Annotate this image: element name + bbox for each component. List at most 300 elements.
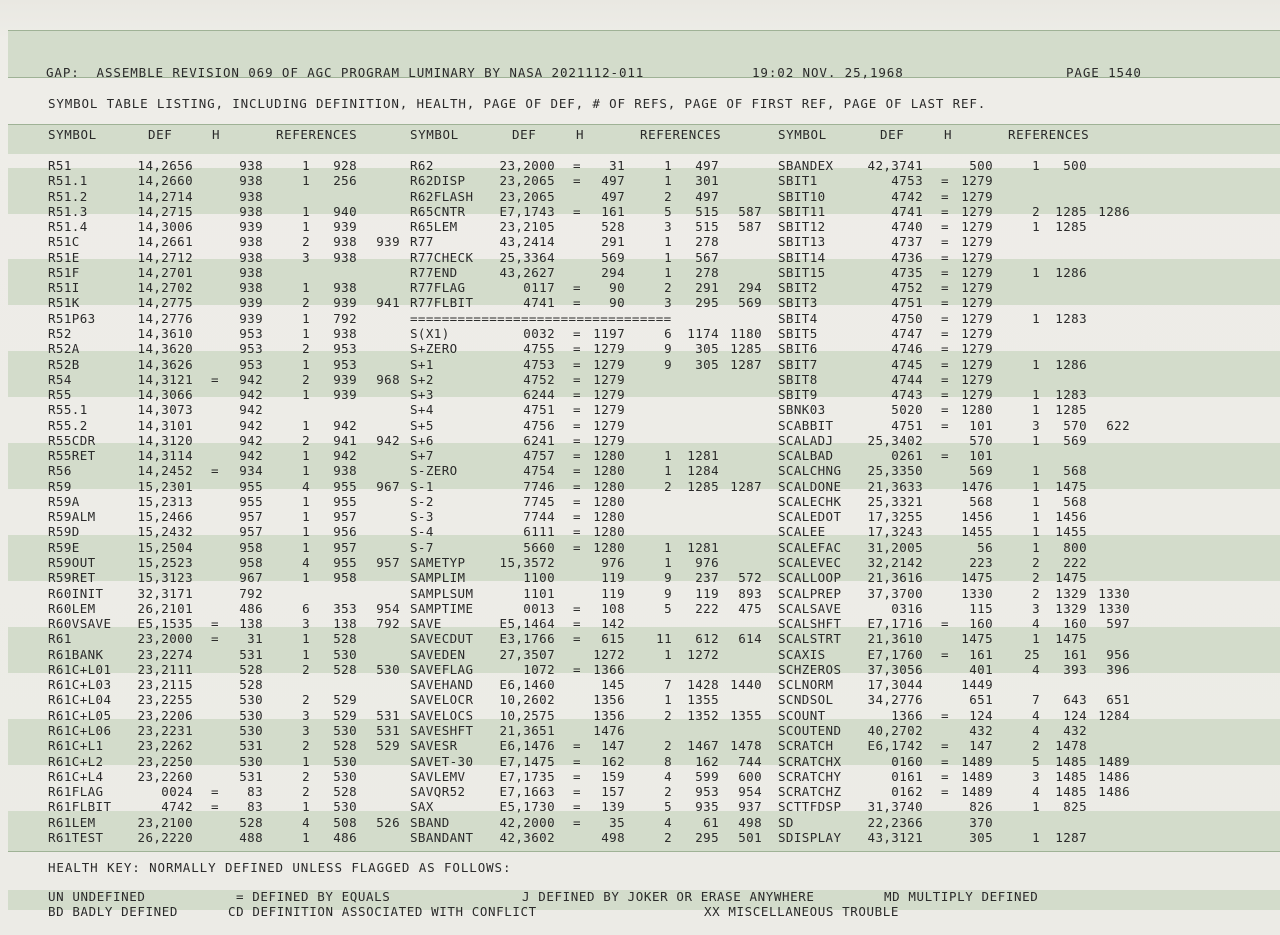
def-cell: 4741	[523, 295, 555, 311]
symbol-cell: SAVQR52	[410, 784, 466, 800]
table-row	[0, 677, 1280, 692]
first-ref-cell: 162	[695, 753, 719, 769]
symbol-cell: R59ALM	[48, 509, 96, 525]
ref-count-cell: 1	[302, 158, 310, 173]
first-ref-cell: 953	[695, 784, 719, 800]
last-ref-cell: 526	[376, 814, 400, 830]
page-cell: 401	[969, 661, 993, 677]
ref-count-cell: 3	[302, 249, 310, 265]
ref-count-cell: 1	[664, 448, 672, 464]
table-row	[0, 601, 1280, 616]
def-cell: 0161	[891, 768, 923, 784]
page-cell: 1356	[593, 692, 625, 708]
def-cell: 15,2432	[137, 524, 193, 540]
symbol-cell: SAVEHAND	[410, 677, 474, 693]
page-cell: 976	[601, 555, 625, 571]
page-cell: 958	[239, 539, 263, 555]
def-cell: 4737	[891, 234, 923, 250]
symbol-cell: S-1	[410, 478, 434, 494]
ref-count-cell: 1	[1032, 493, 1040, 509]
first-ref-cell: 528	[333, 784, 357, 800]
ref-count-cell: 4	[664, 768, 672, 784]
symbol-cell: R51I	[48, 280, 80, 296]
def-cell: 23,2262	[137, 738, 193, 754]
def-cell: 25,3402	[867, 432, 923, 448]
ref-count-cell: 1	[302, 829, 310, 845]
def-cell: 15,2301	[137, 478, 193, 494]
symbol-cell: SBIT3	[778, 295, 818, 311]
ref-count-cell: 1	[664, 158, 672, 173]
page-cell: 1356	[593, 707, 625, 723]
page-cell: 530	[239, 722, 263, 738]
col-references-1: REFERENCES	[276, 127, 358, 142]
table-row	[0, 173, 1280, 188]
last-ref-cell: 1286	[1098, 203, 1130, 219]
first-ref-cell: 1475	[1055, 570, 1087, 586]
page-cell: 124	[969, 707, 993, 723]
page-cell: 119	[601, 585, 625, 601]
ref-count-cell: 1	[1032, 387, 1040, 403]
page-cell: 528	[239, 661, 263, 677]
symbol-cell: S+1	[410, 356, 434, 372]
first-ref-cell: 599	[695, 768, 719, 784]
page-cell: 1280	[593, 493, 625, 509]
last-ref-cell: 1285	[730, 341, 762, 357]
table-row	[0, 234, 1280, 249]
first-ref-cell: 1428	[687, 677, 719, 693]
first-ref-cell: 800	[1063, 539, 1087, 555]
symbol-cell: R52	[48, 325, 72, 341]
def-cell: 0013	[523, 600, 555, 616]
page-cell: 1279	[593, 371, 625, 387]
last-ref-cell: 954	[738, 784, 762, 800]
ref-count-cell: 7	[664, 677, 672, 693]
health-cell: =	[941, 310, 949, 326]
symbol-cell: SCALLOOP	[778, 570, 842, 586]
symbol-cell: SBANDANT	[410, 829, 474, 845]
page-cell: 530	[239, 753, 263, 769]
last-ref-cell: 1486	[1098, 768, 1130, 784]
page-cell: 1280	[593, 539, 625, 555]
def-cell: E7,1743	[499, 203, 555, 219]
health-cell: =	[211, 463, 219, 479]
def-cell: 1100	[523, 570, 555, 586]
symbol-cell: R61C+L04	[48, 692, 112, 708]
def-cell: 1366	[891, 707, 923, 723]
first-ref-cell: 497	[695, 158, 719, 173]
page-cell: 955	[239, 478, 263, 494]
page-cell: 56	[977, 539, 993, 555]
ref-count-cell: 3	[1032, 417, 1040, 433]
symbol-cell: R51.2	[48, 188, 88, 204]
col-h-1: H	[212, 127, 221, 142]
def-cell: 27,3507	[499, 646, 555, 662]
health-cell: =	[573, 356, 581, 372]
def-cell: 4756	[523, 417, 555, 433]
symbol-cell: R51.3	[48, 203, 88, 219]
symbol-cell: SCABBIT	[778, 417, 834, 433]
ref-count-cell: 1	[1032, 432, 1040, 448]
table-row	[0, 662, 1280, 677]
page-cell: 530	[239, 707, 263, 723]
first-ref-cell: 529	[333, 707, 357, 723]
symbol-cell: SCALEFAC	[778, 539, 842, 555]
health-cell: =	[573, 417, 581, 433]
symbol-cell: R61C+L1	[48, 738, 104, 754]
table-row	[0, 448, 1280, 463]
first-ref-cell: 222	[1063, 555, 1087, 571]
def-cell: 22,2366	[867, 814, 923, 830]
health-key-cd: CD DEFINITION ASSOCIATED WITH CONFLICT	[228, 904, 537, 919]
ref-count-cell: 2	[1032, 738, 1040, 754]
ref-count-cell: 1	[664, 646, 672, 662]
def-cell: 15,2466	[137, 509, 193, 525]
ref-count-cell: 1	[302, 417, 310, 433]
def-cell: 4742	[891, 188, 923, 204]
first-ref-cell: 792	[333, 310, 357, 326]
last-ref-cell: 501	[738, 829, 762, 845]
health-cell: =	[573, 539, 581, 555]
def-cell: E7,1716	[867, 616, 923, 632]
page-cell: 942	[239, 448, 263, 464]
ref-count-cell: 9	[664, 356, 672, 372]
ref-count-cell: 1	[302, 463, 310, 479]
first-ref-cell: 567	[695, 249, 719, 265]
first-ref-cell: 1285	[1055, 402, 1087, 418]
table-row	[0, 372, 1280, 387]
ref-count-cell: 3	[664, 295, 672, 311]
ref-count-cell: 4	[1032, 707, 1040, 723]
symbol-cell: R61LEM	[48, 814, 96, 830]
def-cell: 42,3741	[867, 158, 923, 173]
def-cell: 23,2000	[137, 631, 193, 647]
symbol-cell: SCAXIS	[778, 646, 826, 662]
page-cell: 1279	[961, 371, 993, 387]
last-ref-cell: 1330	[1098, 585, 1130, 601]
last-ref-cell: 614	[738, 631, 762, 647]
def-cell: 23,2111	[137, 661, 193, 677]
symbol-cell: SAVLEMV	[410, 768, 466, 784]
ref-count-cell: 1	[1032, 402, 1040, 418]
first-ref-cell: 515	[695, 203, 719, 219]
def-cell: 4746	[891, 341, 923, 357]
health-cell: =	[573, 600, 581, 616]
health-key-bd: BD BADLY DEFINED	[48, 904, 179, 919]
def-cell: 0024	[161, 784, 193, 800]
table-row	[0, 631, 1280, 646]
page-cell: 160	[969, 616, 993, 632]
def-cell: 31,3740	[867, 799, 923, 815]
symbol-cell: R61C+L01	[48, 661, 112, 677]
first-ref-cell: 508	[333, 814, 357, 830]
ref-count-cell: 1	[664, 264, 672, 280]
symbol-cell: S-4	[410, 524, 434, 540]
page-cell: 145	[601, 677, 625, 693]
first-ref-cell: 530	[333, 768, 357, 784]
health-key-title: HEALTH KEY: NORMALLY DEFINED UNLESS FLAGGED AS FOLLOWS:	[48, 860, 512, 875]
health-cell: =	[941, 371, 949, 387]
ref-count-cell: 2	[302, 371, 310, 387]
ref-count-cell: 1	[664, 249, 672, 265]
symbol-cell: SCTTFDSP	[778, 799, 842, 815]
first-ref-cell: 941	[333, 432, 357, 448]
ref-count-cell: 6	[664, 325, 672, 341]
ref-count-cell: 2	[664, 707, 672, 723]
table-row	[0, 402, 1280, 417]
first-ref-cell: 1485	[1055, 753, 1087, 769]
def-cell: 0117	[523, 280, 555, 296]
table-row	[0, 524, 1280, 539]
page-cell: 1476	[961, 478, 993, 494]
page-cell: 651	[969, 692, 993, 708]
page-cell: 1489	[961, 784, 993, 800]
def-cell: 0032	[523, 325, 555, 341]
ref-count-cell: 1	[302, 799, 310, 815]
page-cell: 161	[601, 203, 625, 219]
symbol-cell: SCHZEROS	[778, 661, 842, 677]
first-ref-cell: 938	[333, 234, 357, 250]
health-cell: =	[941, 616, 949, 632]
page-cell: 486	[239, 600, 263, 616]
page-cell: 90	[609, 280, 625, 296]
def-cell: 4745	[891, 356, 923, 372]
page-cell: 370	[969, 814, 993, 830]
def-cell: 15,2523	[137, 555, 193, 571]
col-h-2: H	[576, 127, 585, 142]
health-cell: =	[573, 814, 581, 830]
page-cell: 1330	[961, 585, 993, 601]
def-cell: 14,2775	[137, 295, 193, 311]
page-cell: 1280	[593, 524, 625, 540]
last-ref-cell: 968	[376, 371, 400, 387]
table-row	[0, 555, 1280, 570]
first-ref-cell: 301	[695, 173, 719, 189]
first-ref-cell: 160	[1063, 616, 1087, 632]
first-ref-cell: 432	[1063, 722, 1087, 738]
ref-count-cell: 1	[1032, 356, 1040, 372]
first-ref-cell: 956	[333, 524, 357, 540]
last-ref-cell: 530	[376, 661, 400, 677]
symbol-cell: S+7	[410, 448, 434, 464]
def-cell: 23,2260	[137, 768, 193, 784]
page-cell: 90	[609, 295, 625, 311]
last-ref-cell: 942	[376, 432, 400, 448]
ref-count-cell: 9	[664, 570, 672, 586]
ref-count-cell: 5	[664, 203, 672, 219]
page-cell: 157	[601, 784, 625, 800]
first-ref-cell: 305	[695, 356, 719, 372]
table-row	[0, 784, 1280, 799]
first-ref-cell: 1329	[1055, 600, 1087, 616]
page-cell: 1279	[961, 356, 993, 372]
def-cell: 14,2715	[137, 203, 193, 219]
symbol-cell: SBIT1	[778, 173, 818, 189]
health-cell: =	[941, 448, 949, 464]
page-cell: 305	[969, 829, 993, 845]
first-ref-cell: 953	[333, 356, 357, 372]
page-cell: 1279	[961, 264, 993, 280]
symbol-cell: SCRATCHZ	[778, 784, 842, 800]
page-cell: 942	[239, 402, 263, 418]
first-ref-cell: 1456	[1055, 509, 1087, 525]
page-cell: 497	[601, 188, 625, 204]
ref-count-cell: 1	[302, 356, 310, 372]
symbol-cell: SCOUNT	[778, 707, 826, 723]
def-cell: 6241	[523, 432, 555, 448]
health-cell: =	[573, 661, 581, 677]
health-cell: =	[941, 188, 949, 204]
first-ref-cell: 957	[333, 509, 357, 525]
ref-count-cell: 4	[302, 814, 310, 830]
def-cell: 4751	[891, 295, 923, 311]
symbol-cell: R77FLBIT	[410, 295, 474, 311]
def-cell: 32,2142	[867, 555, 923, 571]
page-cell: 942	[239, 417, 263, 433]
last-ref-cell: 1489	[1098, 753, 1130, 769]
first-ref-cell: 353	[333, 600, 357, 616]
page-cell: 1279	[593, 341, 625, 357]
def-cell: 14,2660	[137, 173, 193, 189]
symbol-cell: SCNDSOL	[778, 692, 834, 708]
last-ref-cell: 587	[738, 203, 762, 219]
def-cell: 14,3121	[137, 371, 193, 387]
ref-count-cell: 2	[1032, 203, 1040, 219]
page-cell: 223	[969, 555, 993, 571]
ref-count-cell: 1	[302, 280, 310, 296]
symbol-cell: R51.1	[48, 173, 88, 189]
first-ref-cell: 1329	[1055, 585, 1087, 601]
def-cell: 4752	[891, 280, 923, 296]
ref-count-cell: 2	[664, 478, 672, 494]
def-cell: 23,2100	[137, 814, 193, 830]
def-cell: 43,2627	[499, 264, 555, 280]
page-cell: 1279	[961, 341, 993, 357]
table-row	[0, 326, 1280, 341]
last-ref-cell: 954	[376, 600, 400, 616]
health-cell: =	[941, 203, 949, 219]
page-cell: 1456	[961, 509, 993, 525]
def-cell: 23,2206	[137, 707, 193, 723]
def-cell: 10,2575	[499, 707, 555, 723]
def-cell: 14,2701	[137, 264, 193, 280]
table-row	[0, 280, 1280, 295]
symbol-cell: R61C+L05	[48, 707, 112, 723]
symbol-cell: SBIT7	[778, 356, 818, 372]
health-key-xx: XX MISCELLANEOUS TROUBLE	[704, 904, 900, 919]
first-ref-cell: 939	[333, 387, 357, 403]
symbol-cell: R51	[48, 158, 72, 173]
symbol-cell: SCALPREP	[778, 585, 842, 601]
symbol-cell: R61FLAG	[48, 784, 104, 800]
symbol-cell: R77FLAG	[410, 280, 466, 296]
ref-count-cell: 1	[302, 646, 310, 662]
def-cell: 21,3616	[867, 570, 923, 586]
ref-count-cell: 1	[302, 219, 310, 235]
symbol-cell: S+5	[410, 417, 434, 433]
def-cell: 4754	[523, 463, 555, 479]
ref-count-cell: 4	[1032, 661, 1040, 677]
health-cell: =	[211, 371, 219, 387]
col-def-2: DEF	[512, 127, 537, 142]
symbol-cell: R62FLASH	[410, 188, 474, 204]
health-cell: =	[573, 463, 581, 479]
page-cell: 1279	[593, 402, 625, 418]
page-cell: 147	[601, 738, 625, 754]
symbol-cell: R59E	[48, 539, 80, 555]
symbol-cell: S+4	[410, 402, 434, 418]
symbol-cell: R52B	[48, 356, 80, 372]
def-cell: 6244	[523, 387, 555, 403]
ref-count-cell: 1	[1032, 478, 1040, 494]
def-cell: E7,1475	[499, 753, 555, 769]
def-cell: 21,3633	[867, 478, 923, 494]
table-row	[0, 479, 1280, 494]
ref-count-cell: 1	[1032, 310, 1040, 326]
symbol-cell: R61C+L06	[48, 722, 112, 738]
def-cell: 34,2776	[867, 692, 923, 708]
def-cell: 17,3255	[867, 509, 923, 525]
symbol-cell: SBANDEX	[778, 158, 834, 173]
symbol-cell: S+2	[410, 371, 434, 387]
page-cell: 528	[239, 677, 263, 693]
page-cell: 1279	[961, 387, 993, 403]
ref-count-cell: 1	[302, 539, 310, 555]
last-ref-cell: 1355	[730, 707, 762, 723]
symbol-cell: R51.4	[48, 219, 88, 235]
last-ref-cell: 622	[1106, 417, 1130, 433]
symbol-cell: R59OUT	[48, 555, 96, 571]
page-cell: 531	[239, 646, 263, 662]
first-ref-cell: 938	[333, 280, 357, 296]
health-cell: =	[573, 738, 581, 754]
page-cell: 957	[239, 524, 263, 540]
first-ref-cell: 955	[333, 478, 357, 494]
first-ref-cell: 119	[695, 585, 719, 601]
symbol-cell: R77END	[410, 264, 458, 280]
def-cell: 14,2656	[137, 158, 193, 173]
ref-count-cell: 4	[1032, 616, 1040, 632]
symbol-cell: SCOUTEND	[778, 722, 842, 738]
page-cell: 934	[239, 463, 263, 479]
def-cell: 4741	[891, 203, 923, 219]
ref-count-cell: 1	[302, 448, 310, 464]
last-ref-cell: 531	[376, 707, 400, 723]
first-ref-cell: 1285	[1055, 203, 1087, 219]
page-cell: 1197	[593, 325, 625, 341]
def-cell: 14,3073	[137, 402, 193, 418]
page-cell: 938	[239, 264, 263, 280]
first-ref-cell: 569	[1063, 432, 1087, 448]
first-ref-cell: 957	[333, 539, 357, 555]
page-cell: 1279	[961, 188, 993, 204]
def-cell: 14,2712	[137, 249, 193, 265]
ref-count-cell: 2	[302, 692, 310, 708]
ref-count-cell: 9	[664, 341, 672, 357]
first-ref-cell: 612	[695, 631, 719, 647]
health-cell: =	[573, 524, 581, 540]
table-row	[0, 708, 1280, 723]
ref-count-cell: 1	[302, 631, 310, 647]
def-cell: E5,1535	[137, 616, 193, 632]
page-cell: 1280	[593, 478, 625, 494]
col-def-3: DEF	[880, 127, 905, 142]
ref-count-cell: 4	[302, 555, 310, 571]
def-cell: 14,3610	[137, 325, 193, 341]
first-ref-cell: 942	[333, 417, 357, 433]
table-row	[0, 616, 1280, 631]
def-cell: 23,2065	[499, 188, 555, 204]
health-key-md: MD MULTIPLY DEFINED	[884, 889, 1039, 904]
